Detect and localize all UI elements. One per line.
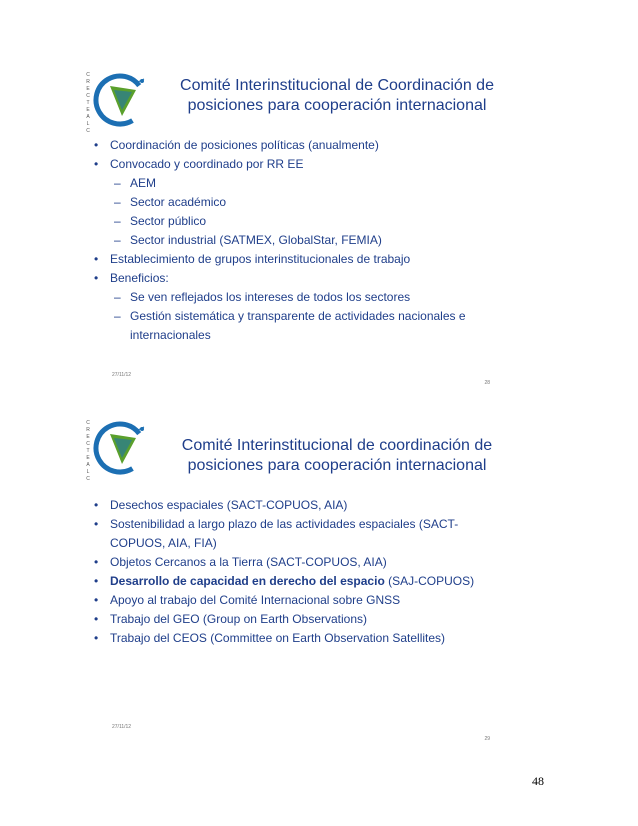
list-item: – Sector académico <box>92 193 514 212</box>
list-item: – Se ven reflejados los intereses de todos los sectores <box>92 288 514 307</box>
list-item: • Beneficios: <box>92 269 514 288</box>
list-item: – Sector industrial (SATMEX, GlobalStar, FEMIA) <box>92 231 514 250</box>
list-item: • Establecimiento de grupos interinstitucionales de trabajo <box>92 250 514 269</box>
list-item: – Sector público <box>92 212 514 231</box>
list-item: • Trabajo del GEO (Group on Earth Observations) <box>92 610 514 629</box>
bullet-list <box>92 496 514 648</box>
logo-vertical-text: CRECTEALC <box>86 420 90 482</box>
page-number: 48 <box>532 774 544 788</box>
list-item-continuation: internacionales <box>130 328 211 342</box>
logo-vertical-text: CRECTEALC <box>86 72 90 134</box>
crectealc-logo <box>84 418 162 482</box>
list-item: • Trabajo del CEOS (Committee on Earth Observation Satellites) <box>92 629 514 648</box>
slide-number: 28 <box>484 380 490 386</box>
list-item-continuation: COPUOS, AIA, FIA) <box>110 536 217 550</box>
slide-28 <box>84 70 516 400</box>
slide-title: Comité Interinstitucional de Coordinación de posiciones para cooperación internacional <box>180 77 494 114</box>
slide-29 <box>84 418 516 748</box>
list-item: • Objetos Cercanos a la Tierra (SACT-COPUOS, AIA) <box>92 553 514 572</box>
crectealc-logo <box>84 70 162 134</box>
list-item: • Sostenibilidad a largo plazo de las actividades espaciales (SACT- <box>92 515 514 534</box>
list-item: • Apoyo al trabajo del Comité Internacional sobre GNSS <box>92 591 514 610</box>
slide-date: 27/11/12 <box>112 372 132 378</box>
list-item-highlight: • Desarrollo de capacidad en derecho del espacio (SAJ-COPUOS) <box>92 572 514 591</box>
list-item: • Coordinación de posiciones políticas (anualmente) <box>92 136 514 155</box>
list-item: – AEM <box>92 174 514 193</box>
slide-title: Comité Interinstitucional de coordinación de posiciones para cooperación internacional <box>181 437 493 474</box>
highlight-text: Desarrollo de capacidad en derecho del espacio <box>110 574 385 588</box>
bullet-list <box>92 136 514 345</box>
list-item: – Gestión sistemática y transparente de actividades nacionales e <box>92 307 514 326</box>
slide-number: 29 <box>484 736 490 742</box>
slide-date: 27/11/12 <box>112 724 132 730</box>
list-item: • Convocado y coordinado por RR EE <box>92 155 514 174</box>
list-item: • Desechos espaciales (SACT-COPUOS, AIA) <box>92 496 514 515</box>
